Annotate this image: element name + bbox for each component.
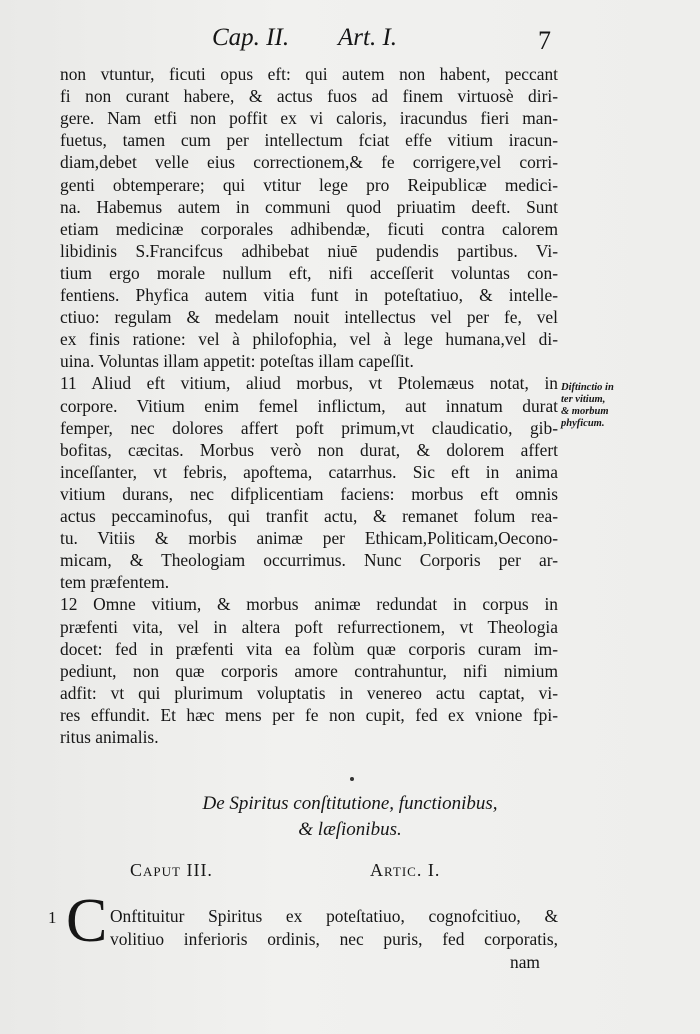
text-line: bofitas, cæcitas. Morbus verò non durat, & dolorem affert — [60, 439, 558, 460]
text-line: res effundit. Et hæc mens per fe non cupit, fed ex vnione fpi- — [60, 704, 558, 725]
marginal-note-line: Diftinctio in — [561, 382, 614, 393]
text-line: libidinis S.Francifcus adhibebat niuē pudendis partibus. Vi- — [60, 240, 558, 261]
text-line: Onftituitur Spiritus ex poteſtatiuo, cognofcitiuo, & — [110, 906, 558, 926]
text-line: gere. Nam etfi non poffit ex vi caloris, iracundus fieri man- — [60, 108, 558, 129]
text-line: femper, nec dolores affert poft primum,vt claudicatio, gib- — [60, 417, 558, 438]
text-line: adfit: vt qui plurimum voluptatis in venereo actu captat, vi- — [60, 682, 558, 703]
text-line: corpore. Vitium enim femel inflictum, aut innatum durat — [60, 395, 558, 416]
page-number: 7 — [538, 26, 551, 55]
text-line: etiam medicinæ corporales adhibendæ, ficuti contra calorem — [60, 218, 558, 239]
text-line: tem præfentem. — [60, 572, 170, 593]
text-line: 12 Omne vitium, & morbus animæ redundat in corpus in — [60, 594, 558, 615]
text-line: pediunt, non quæ corporis amore contrahuntur, nifi nimium — [60, 660, 558, 681]
text-line: na. Habemus autem in communi quod priuatim deeft. Sunt — [60, 196, 558, 217]
text-line: ctiuo: regulam & medelam nouit intellectus vel per fe, vel — [60, 307, 558, 328]
section-title-line-1: De Spiritus conſtitutione, functionibus, — [202, 793, 498, 814]
text-line: ritus animalis. — [60, 727, 159, 747]
caput-heading — [0, 860, 700, 884]
text-line: ex finis ratione: vel à philofophia, vel à lege humana,vel di- — [60, 329, 558, 350]
marginal-note-line: phyficum. — [561, 418, 605, 429]
text-line: 11 Aliud eft vitium, aliud morbus, vt Ptolemæus notat, in — [60, 373, 558, 394]
text-line: fentiens. Phyfica autem vitia funt in poteſtatiuo, & intelle- — [60, 285, 558, 305]
text-line: tium ergo morale nullum eft, nifi acceſſerit voluntas con- — [60, 262, 558, 283]
text-line: tu. Vitiis & morbis animæ per Ethicam,Politicam,Oecono- — [60, 528, 558, 549]
text-line: genti obtemperare; qui vtitur lege pro Reipublicæ medici- — [60, 174, 558, 195]
text-line: fi non curant habere, & actus fuos ad finem virtuosè diri- — [60, 86, 558, 107]
drop-cap-initial: C — [66, 887, 108, 955]
text-line: inceſſanter, vt febris, apoftema, catarrhus. Sic eft in anima — [60, 461, 558, 482]
text-line: volitiuo inferioris ordinis, nec puris, fed corporatis, — [110, 929, 558, 949]
text-line: docet: fed in præfenti vita ea folùm quæ corporis curam im- — [60, 638, 558, 659]
artic-label: Artic. I. — [370, 860, 441, 880]
catchword: nam — [510, 952, 540, 972]
marginal-note-line: ter vitium, — [561, 394, 606, 405]
marginal-note-line: & morbum — [561, 406, 609, 417]
text-line: uina. Voluntas illam appetit: poteſtas illam capeſſit. — [60, 351, 414, 372]
marginal-note — [561, 382, 671, 430]
running-header — [0, 24, 700, 60]
text-line: non vtuntur, ficuti opus eft: qui autem non habent, peccant — [60, 64, 558, 84]
text-line: præfenti vita, vel in altera poft refurrectionem, vt Theologia — [60, 616, 558, 637]
article-label: Art. I. — [338, 24, 398, 51]
text-line: fuetus, tamen cum per intellectum fciat effe vitium iracun- — [60, 130, 558, 151]
text-line: vitium durans, nec difplicentiam faciens: morbus eft omnis — [60, 483, 558, 504]
caput-label: Caput III. — [130, 860, 213, 880]
paragraph-number: 1 — [48, 908, 57, 927]
section-title-line-2: & læſionibus. — [298, 819, 402, 840]
text-line: actus peccaminofus, qui tranfit actu, & remanet folum rea- — [60, 506, 558, 526]
ornament-dot — [350, 777, 354, 781]
text-line: diam,debet velle eius correctionem,& fe corrigere,vel corri- — [60, 152, 558, 173]
chapter-label: Cap. II. — [212, 24, 290, 51]
text-line: micam, & Theologiam occurrimus. Nunc Corporis per ar- — [60, 550, 558, 571]
